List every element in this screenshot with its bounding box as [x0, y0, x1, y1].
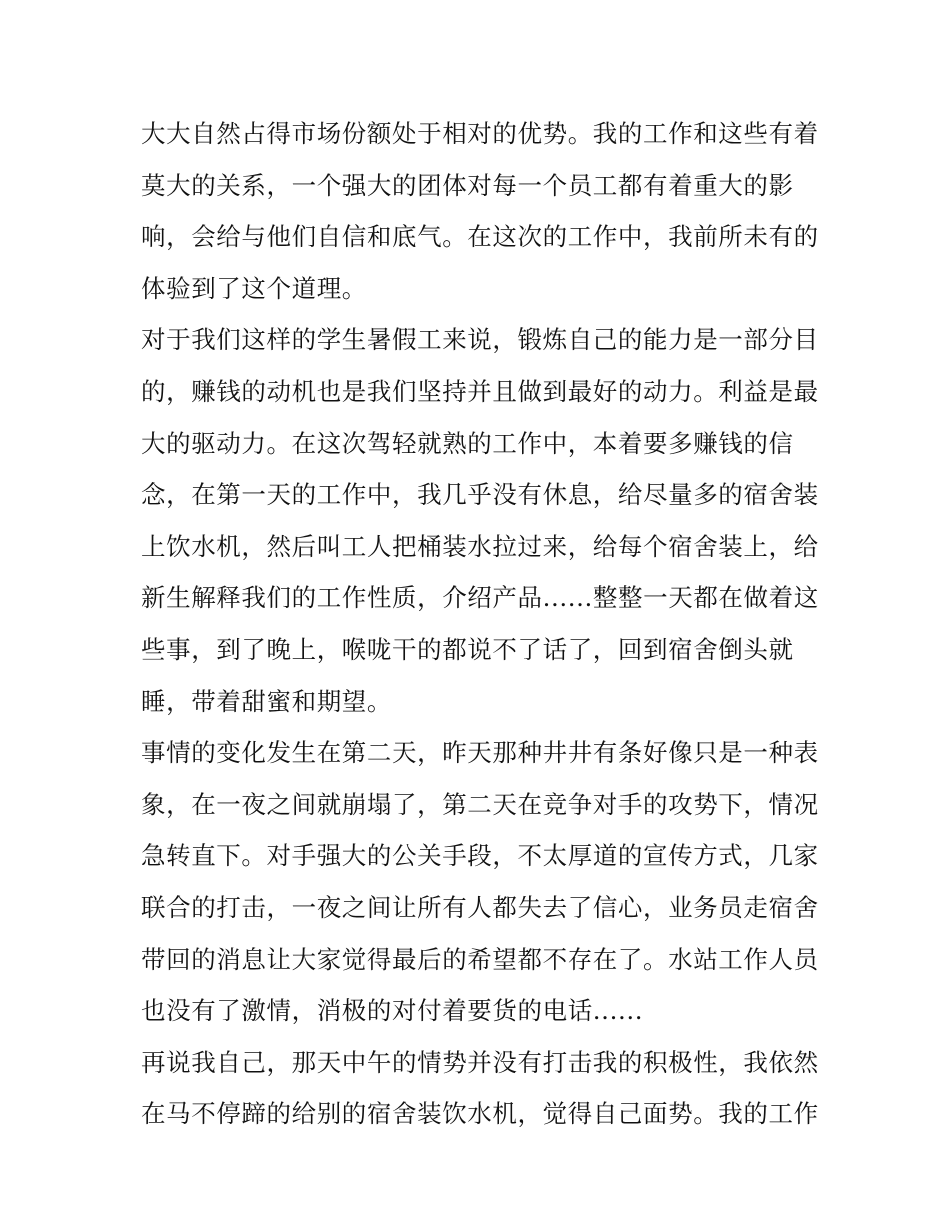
text-line: 大的驱动力。在这次驾轻就熟的工作中，本着要多赚钱的信	[141, 428, 794, 458]
text-line: 再说我自己，那天中午的情势并没有打击我的积极性，我依然	[141, 1047, 819, 1077]
text-line: 上饮水机，然后叫工人把桶装水拉过来，给每个宿舍装上，给	[141, 531, 819, 561]
text-line: 响，会给与他们自信和底气。在这次的工作中，我前所未有的	[141, 222, 819, 252]
text-line: 急转直下。对手强大的公关手段，不太厚道的宣传方式，几家	[141, 841, 819, 871]
text-line: 些事，到了晚上，喉咙干的都说不了话了，回到宿舍倒头就	[141, 634, 794, 664]
text-line: 联合的打击，一夜之间让所有人都失去了信心，业务员走宿舍	[141, 892, 819, 922]
text-line: 象，在一夜之间就崩塌了，第二天在竞争对手的攻势下，情况	[141, 789, 819, 819]
text-line: 也没有了激情，消极的对付着要货的电话......	[141, 996, 644, 1026]
document-body	[141, 108, 821, 1140]
text-line: 的，赚钱的动机也是我们坚持并且做到最好的动力。利益是最	[141, 376, 819, 406]
text-line: 睡，带着甜蜜和期望。	[141, 686, 392, 716]
text-line: 体验到了这个道理。	[141, 273, 367, 303]
text-line: 念，在第一天的工作中，我几乎没有休息，给尽量多的宿舍装	[141, 480, 819, 510]
text-line: 莫大的关系，一个强大的团体对每一个员工都有着重大的影	[141, 170, 794, 200]
text-line: 对于我们这样的学生暑假工来说，锻炼自己的能力是一部分目	[141, 325, 819, 355]
text-line: 带回的消息让大家觉得最后的希望都不存在了。水站工作人员	[141, 944, 819, 974]
text-line: 在马不停蹄的给别的宿舍装饮水机，觉得自己面势。我的工作	[141, 1099, 819, 1129]
text-line: 大大自然占得市场份额处于相对的优势。我的工作和这些有着	[141, 119, 819, 148]
text-line: 新生解释我们的工作性质，介绍产品......整整一天都在做着这	[141, 583, 819, 613]
text-line: 事情的变化发生在第二天，昨天那种井井有条好像只是一种表	[141, 738, 819, 768]
